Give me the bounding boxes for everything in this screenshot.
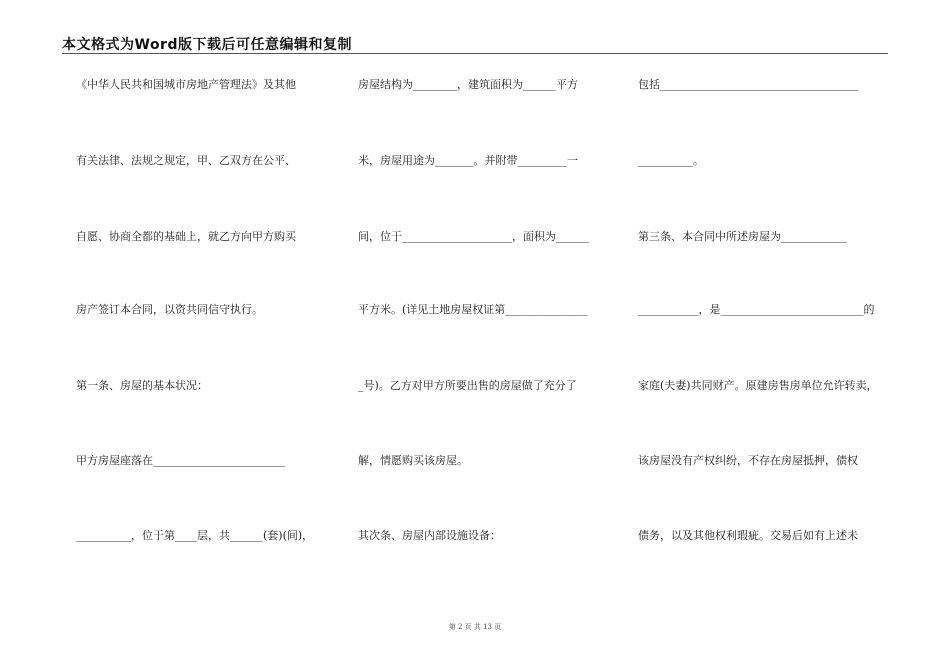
text-line: 解，情愿购买该房屋。	[358, 454, 468, 467]
text-line: 甲方房屋座落在________________________	[76, 454, 285, 467]
text-line: 米，房屋用途为_______。并附带_________一	[358, 154, 578, 167]
text-line: 该房屋没有产权纠纷，不存在房屋抵押，债权	[638, 454, 858, 467]
text-line: 有关法律、法规之规定，甲、乙双方在公平、	[76, 154, 296, 167]
text-line: 第一条、房屋的基本状况：	[76, 379, 208, 392]
text-line: 房产签订本合同，以资共同信守执行。	[76, 303, 263, 316]
text-line: 家庭(夫妻)共同财产。原建房售房单位允许转卖，	[638, 379, 878, 392]
text-line: _号)。乙方对甲方所要出售的房屋做了充分了	[358, 379, 577, 392]
text-line: ___________，是__________________________的	[638, 303, 875, 316]
text-line: 房屋结构为________，建筑面积为______平方	[358, 78, 578, 91]
text-line: 第三条、本合同中所述房屋为____________	[638, 230, 847, 243]
text-line: __________，位于第____层，共______(套)(间)，	[76, 529, 314, 542]
text-line: 债务，以及其他权利瑕疵。交易后如有上述未	[638, 529, 858, 542]
text-line: 平方米。(详见土地房屋权证第_______________	[358, 303, 588, 316]
text-line: 自愿、协商全都的基础上，就乙方向甲方购买	[76, 230, 296, 243]
text-line: 间，位于____________________，面积为______	[358, 230, 589, 243]
text-line: 《中华人民共和国城市房地产管理法》及其他	[76, 78, 296, 91]
header-divider	[62, 53, 888, 54]
page-number: 第 2 页 共 13 页	[448, 623, 502, 631]
text-line: 包括____________________________________	[638, 78, 858, 91]
text-line: __________。	[638, 154, 704, 167]
document-header-title: 本文格式为Word版下载后可任意编辑和复制	[62, 37, 352, 53]
text-line: 其次条、房屋内部设施设备：	[358, 529, 501, 542]
